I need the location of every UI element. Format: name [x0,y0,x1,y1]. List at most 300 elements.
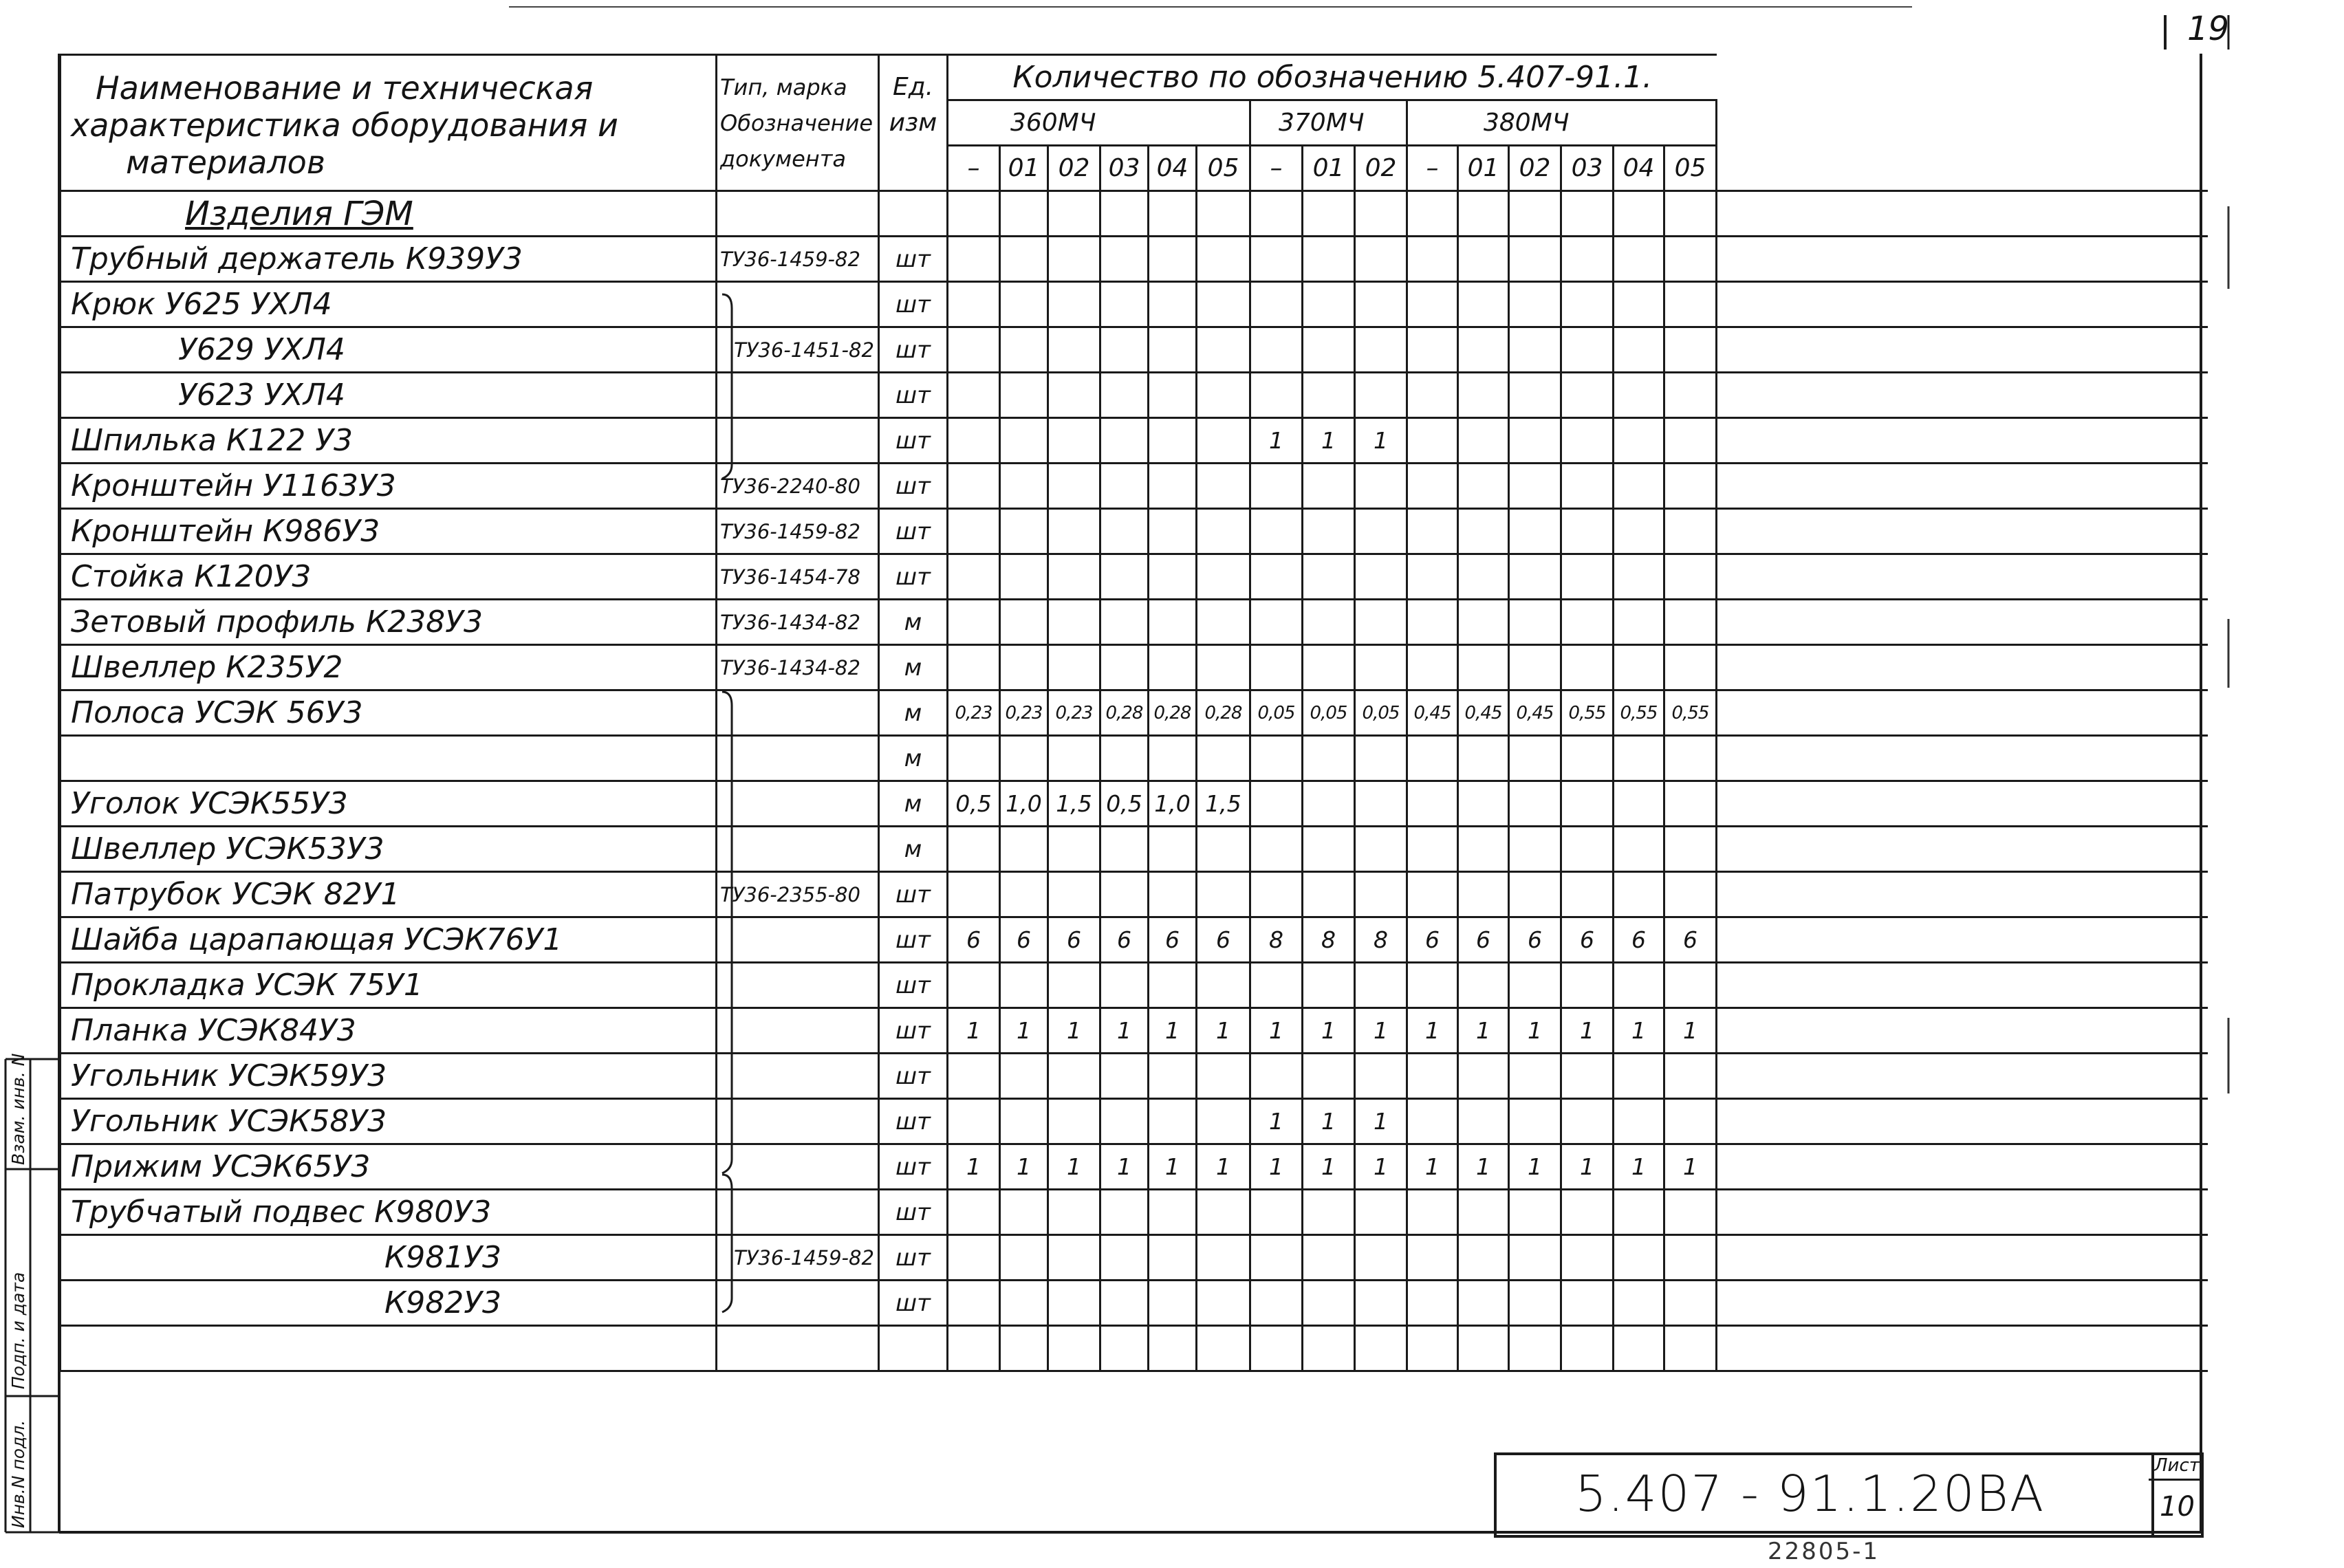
quantity-cell [1509,418,1561,464]
quantity-cell [1000,963,1048,1008]
quantity-cell [1458,1099,1509,1144]
quantity-cell [1509,373,1561,418]
quantity-cell [1100,872,1149,917]
quantity-cell [1100,736,1149,781]
sheet-label: Лист [2154,1455,2200,1476]
subcol-header: 02 [1355,146,1407,191]
table-row [61,781,2208,827]
quantity-cell [1561,827,1614,872]
quantity-cell [1458,1054,1509,1099]
row-tail [1717,963,2208,1008]
quantity-cell [1458,645,1509,690]
header-name-line: Наименование и техническая [96,69,594,107]
quantity-cell [1664,373,1717,418]
quantity-cell [1561,554,1614,600]
quantity-cell [1614,872,1664,917]
quantity-cell [948,464,1000,509]
quantity-cell [1561,509,1614,554]
quantity-cell: 1 [1614,1008,1664,1054]
quantity-cell [1197,1326,1250,1371]
specification-table [59,54,2208,1372]
item-doc [717,1144,879,1190]
quantity-cell: 0,05 [1355,690,1407,736]
quantity-cell [1458,418,1509,464]
quantity-cell [948,327,1000,373]
table-row [61,1190,2208,1235]
item-unit: шт [879,554,948,600]
table-row [61,917,2208,963]
item-name: У623 УХЛ4 [61,373,717,418]
item-doc: ТУ36-1434-82 [717,645,879,690]
quantity-cell [1355,1190,1407,1235]
item-name: Шайба царапающая УСЭК76У1 [61,917,717,963]
quantity-cell [1048,554,1100,600]
quantity-cell: 1 [1250,1008,1303,1054]
quantity-cell [948,373,1000,418]
quantity-cell [1509,509,1561,554]
quantity-cell [1048,1054,1100,1099]
quantity-cell [1509,327,1561,373]
quantity-cell [1614,1190,1664,1235]
quantity-cell [948,827,1000,872]
quantity-cell [1149,736,1197,781]
quantity-cell [1303,282,1355,327]
row-tail [1717,872,2208,917]
header-unit [879,55,948,191]
quantity-cell: 0,45 [1407,690,1458,736]
quantity-cell [1149,1235,1197,1281]
quantity-cell [1149,1099,1197,1144]
quantity-cell [1250,237,1303,282]
sidebar-label-inv: Инв.N подл. [8,1419,28,1528]
item-unit: шт [879,464,948,509]
item-unit: шт [879,1190,948,1235]
quantity-cell [1407,373,1458,418]
quantity-cell [1149,237,1197,282]
quantity-cell: 6 [1664,917,1717,963]
archive-number: 22805-1 [1768,1538,1880,1565]
quantity-cell [1303,736,1355,781]
subcol-header: 01 [1458,146,1509,191]
row-tail [1717,282,2208,327]
table-row [61,690,2208,736]
quantity-cell: 0,45 [1509,690,1561,736]
quantity-cell [1197,1099,1250,1144]
quantity-cell [1407,736,1458,781]
quantity-cell [1355,1281,1407,1326]
quantity-cell [1250,736,1303,781]
quantity-cell [1561,282,1614,327]
quantity-cell [1509,1099,1561,1144]
quantity-cell [1000,1281,1048,1326]
item-unit: м [879,645,948,690]
quantity-cell [1197,554,1250,600]
quantity-cell [1407,464,1458,509]
item-name: Полоса УСЭК 56У3 [61,690,717,736]
item-name: Патрубок УСЭК 82У1 [61,872,717,917]
quantity-cell: 1 [1355,418,1407,464]
quantity-cell: 1 [1197,1144,1250,1190]
quantity-cell [1664,509,1717,554]
quantity-cell: 0,23 [1000,690,1048,736]
quantity-cell [1149,827,1197,872]
row-tail [1717,464,2208,509]
quantity-cell: 6 [1100,917,1149,963]
quantity-cell [1048,327,1100,373]
quantity-cell [1509,827,1561,872]
header-doc [717,55,879,191]
quantity-cell [1407,418,1458,464]
quantity-cell [1458,872,1509,917]
quantity-cell [1197,1281,1250,1326]
quantity-cell [1000,827,1048,872]
quantity-cell [1149,509,1197,554]
quantity-cell [948,1235,1000,1281]
table-row [61,464,2208,509]
quantity-cell [1303,237,1355,282]
quantity-cell [1355,464,1407,509]
item-name: Прижим УСЭК65У3 [61,1144,717,1190]
quantity-cell: 1 [1509,1144,1561,1190]
quantity-cell [1561,237,1614,282]
item-unit: шт [879,282,948,327]
table-row [61,645,2208,690]
quantity-cell [1250,1235,1303,1281]
quantity-cell [1355,736,1407,781]
document-designation: 5.407 - 91.1.20ВА [1575,1465,2045,1523]
quantity-cell [948,509,1000,554]
quantity-cell [1149,872,1197,917]
item-doc [717,781,879,827]
item-doc [717,827,879,872]
table-row [61,1054,2208,1099]
item-doc [717,1281,879,1326]
row-tail [1717,1190,2208,1235]
empty-cell [879,191,948,237]
item-doc [717,1099,879,1144]
quantity-cell [1000,600,1048,645]
quantity-cell [1664,1054,1717,1099]
quantity-cell [1407,1190,1458,1235]
table-row [61,736,2208,781]
quantity-cell [1048,1281,1100,1326]
quantity-cell: 1,0 [1149,781,1197,827]
quantity-cell [1509,1235,1561,1281]
item-name: Стойка К120У3 [61,554,717,600]
quantity-cell [1250,509,1303,554]
quantity-cell [1614,373,1664,418]
item-name: Угольник УСЭК58У3 [61,1099,717,1144]
quantity-cell [1250,1326,1303,1371]
item-unit [879,1326,948,1371]
quantity-cell: 1 [1303,418,1355,464]
empty-cell [1197,191,1250,237]
quantity-cell [1458,554,1509,600]
header-doc-line: Тип, марка [720,74,847,100]
quantity-cell [1100,554,1149,600]
quantity-cell [1561,1326,1614,1371]
empty-cell [1355,191,1407,237]
quantity-cell [1048,1190,1100,1235]
quantity-cell [1197,1235,1250,1281]
quantity-cell [1355,327,1407,373]
quantity-cell [1509,1326,1561,1371]
quantity-cell [1250,1281,1303,1326]
quantity-cell [1197,509,1250,554]
quantity-cell [1100,1326,1149,1371]
quantity-cell [1197,963,1250,1008]
subcol-header: 04 [1614,146,1664,191]
quantity-cell [1458,1235,1509,1281]
quantity-cell [1614,237,1664,282]
quantity-title: Количество по обозначению 5.407-91.1. [948,55,1717,100]
table-row [61,509,2208,554]
quantity-cell: 8 [1250,917,1303,963]
quantity-cell [1000,645,1048,690]
quantity-cell [948,1281,1000,1326]
quantity-cell [1100,1235,1149,1281]
quantity-cell [1664,827,1717,872]
quantity-cell [1000,554,1048,600]
quantity-cell [948,282,1000,327]
quantity-cell [1000,237,1048,282]
quantity-cell [1561,736,1614,781]
group-header: 380МЧ [1407,100,1717,146]
quantity-cell [1250,600,1303,645]
quantity-cell [1407,282,1458,327]
quantity-cell [1664,872,1717,917]
quantity-cell [1355,282,1407,327]
quantity-cell [1000,1054,1048,1099]
item-unit: м [879,600,948,645]
quantity-cell [1149,464,1197,509]
quantity-cell [1197,373,1250,418]
subcol-header: – [948,146,1000,191]
quantity-cell [1407,645,1458,690]
quantity-cell [1614,736,1664,781]
quantity-cell [1100,282,1149,327]
quantity-cell [1614,464,1664,509]
quantity-cell [1509,781,1561,827]
section-row [61,191,2208,237]
quantity-cell: 1 [1048,1144,1100,1190]
item-name: Трубный держатель К939У3 [61,237,717,282]
quantity-cell [1407,781,1458,827]
quantity-cell [1250,827,1303,872]
quantity-cell [1664,963,1717,1008]
quantity-cell: 0,5 [948,781,1000,827]
row-tail [1717,1054,2208,1099]
row-tail [1717,327,2208,373]
empty-cell [1048,191,1100,237]
quantity-cell [1407,237,1458,282]
quantity-cell [1664,282,1717,327]
table-row [61,1326,2208,1371]
quantity-cell [1197,418,1250,464]
quantity-cell [1100,1054,1149,1099]
quantity-cell [1407,963,1458,1008]
quantity-cell [1664,1190,1717,1235]
quantity-cell [1100,509,1149,554]
quantity-cell: 1 [1000,1008,1048,1054]
item-doc [717,282,879,327]
quantity-cell [1664,600,1717,645]
quantity-cell [1355,373,1407,418]
item-doc [717,690,879,736]
item-unit: шт [879,963,948,1008]
table-row [61,1099,2208,1144]
item-name: Угольник УСЭК59У3 [61,1054,717,1099]
quantity-cell: 1,0 [1000,781,1048,827]
quantity-cell [948,237,1000,282]
item-name [61,1326,717,1371]
subcol-header: 01 [1000,146,1048,191]
item-name: Прокладка УСЭК 75У1 [61,963,717,1008]
quantity-cell: 0,55 [1664,690,1717,736]
quantity-cell: 0,28 [1197,690,1250,736]
empty-cell [1149,191,1197,237]
quantity-cell [1561,464,1614,509]
quantity-cell [1303,600,1355,645]
row-tail [1717,1008,2208,1054]
quantity-cell: 1 [1048,1008,1100,1054]
quantity-cell [1197,736,1250,781]
quantity-cell [1197,327,1250,373]
table-row [61,1008,2208,1054]
quantity-cell [1561,963,1614,1008]
quantity-cell: 0,5 [1100,781,1149,827]
quantity-cell: 1 [1250,418,1303,464]
row-tail [1717,509,2208,554]
quantity-cell [1303,872,1355,917]
quantity-cell: 1 [1100,1008,1149,1054]
quantity-cell [1250,1054,1303,1099]
row-tail [1717,373,2208,418]
quantity-cell [1000,1190,1048,1235]
quantity-cell [1100,645,1149,690]
item-unit: шт [879,917,948,963]
quantity-cell [1458,600,1509,645]
quantity-cell [1355,872,1407,917]
item-doc [717,418,879,464]
quantity-cell [1000,509,1048,554]
quantity-cell [1250,963,1303,1008]
quantity-cell [1614,418,1664,464]
table-row [61,418,2208,464]
quantity-cell [1303,464,1355,509]
item-unit: шт [879,1144,948,1190]
quantity-cell [1509,282,1561,327]
quantity-cell [1664,1326,1717,1371]
page-number: 19 [2187,10,2230,48]
item-doc [717,373,879,418]
quantity-cell [1458,327,1509,373]
item-name: Крюк У625 УХЛ4 [61,282,717,327]
quantity-cell [1303,1281,1355,1326]
item-name: К981У3 [61,1235,717,1281]
quantity-cell [1407,600,1458,645]
item-name: Швеллер УСЭК53У3 [61,827,717,872]
quantity-cell [1048,600,1100,645]
empty-cell [1303,191,1355,237]
row-tail [1717,690,2208,736]
quantity-cell [1048,872,1100,917]
quantity-cell [1197,872,1250,917]
quantity-cell [1561,373,1614,418]
table-row [61,327,2208,373]
quantity-cell [1561,1281,1614,1326]
quantity-cell [1303,327,1355,373]
quantity-cell: 8 [1355,917,1407,963]
quantity-cell [1250,781,1303,827]
item-name: Зетовый профиль К238У3 [61,600,717,645]
row-tail [1717,1144,2208,1190]
quantity-cell [948,1099,1000,1144]
quantity-cell [1407,1281,1458,1326]
quantity-cell: 1 [1000,1144,1048,1190]
subcol-header: – [1407,146,1458,191]
quantity-cell [1048,464,1100,509]
quantity-cell [1048,282,1100,327]
table-row [61,963,2208,1008]
quantity-cell: 6 [1048,917,1100,963]
quantity-cell: 0,23 [948,690,1000,736]
subcol-header: 02 [1048,146,1100,191]
quantity-cell [1458,827,1509,872]
quantity-cell [1000,282,1048,327]
item-doc [717,917,879,963]
quantity-cell: 6 [1000,917,1048,963]
table-row [61,282,2208,327]
item-unit: м [879,827,948,872]
sidebar-label-replace: Взам. инв. N [8,1053,28,1165]
header-name [61,55,717,191]
item-unit: м [879,736,948,781]
empty-cell [1458,191,1509,237]
quantity-cell [1355,645,1407,690]
quantity-cell [1509,1190,1561,1235]
quantity-cell [1614,963,1664,1008]
item-doc: ТУ36-1434-82 [717,600,879,645]
quantity-cell [1000,327,1048,373]
quantity-cell: 1 [1458,1008,1509,1054]
quantity-cell: 1 [1561,1008,1614,1054]
quantity-cell [1100,1099,1149,1144]
quantity-cell [1355,509,1407,554]
quantity-cell: 0,23 [1048,690,1100,736]
item-unit: шт [879,418,948,464]
quantity-cell: 1 [1458,1144,1509,1190]
quantity-cell [1000,1235,1048,1281]
quantity-cell [1149,645,1197,690]
item-unit: м [879,690,948,736]
item-unit: шт [879,509,948,554]
quantity-cell [1048,373,1100,418]
quantity-cell [1407,872,1458,917]
quantity-cell: 6 [948,917,1000,963]
header-name-line: материалов [126,144,325,181]
quantity-cell: 6 [1509,917,1561,963]
subcol-header: – [1250,146,1303,191]
quantity-cell: 0,28 [1149,690,1197,736]
quantity-cell [1407,1099,1458,1144]
row-tail [1717,554,2208,600]
quantity-cell [1000,736,1048,781]
quantity-cell [1100,827,1149,872]
header-doc-line: Обозначение [720,110,873,136]
quantity-cell [1250,282,1303,327]
quantity-cell [1614,509,1664,554]
